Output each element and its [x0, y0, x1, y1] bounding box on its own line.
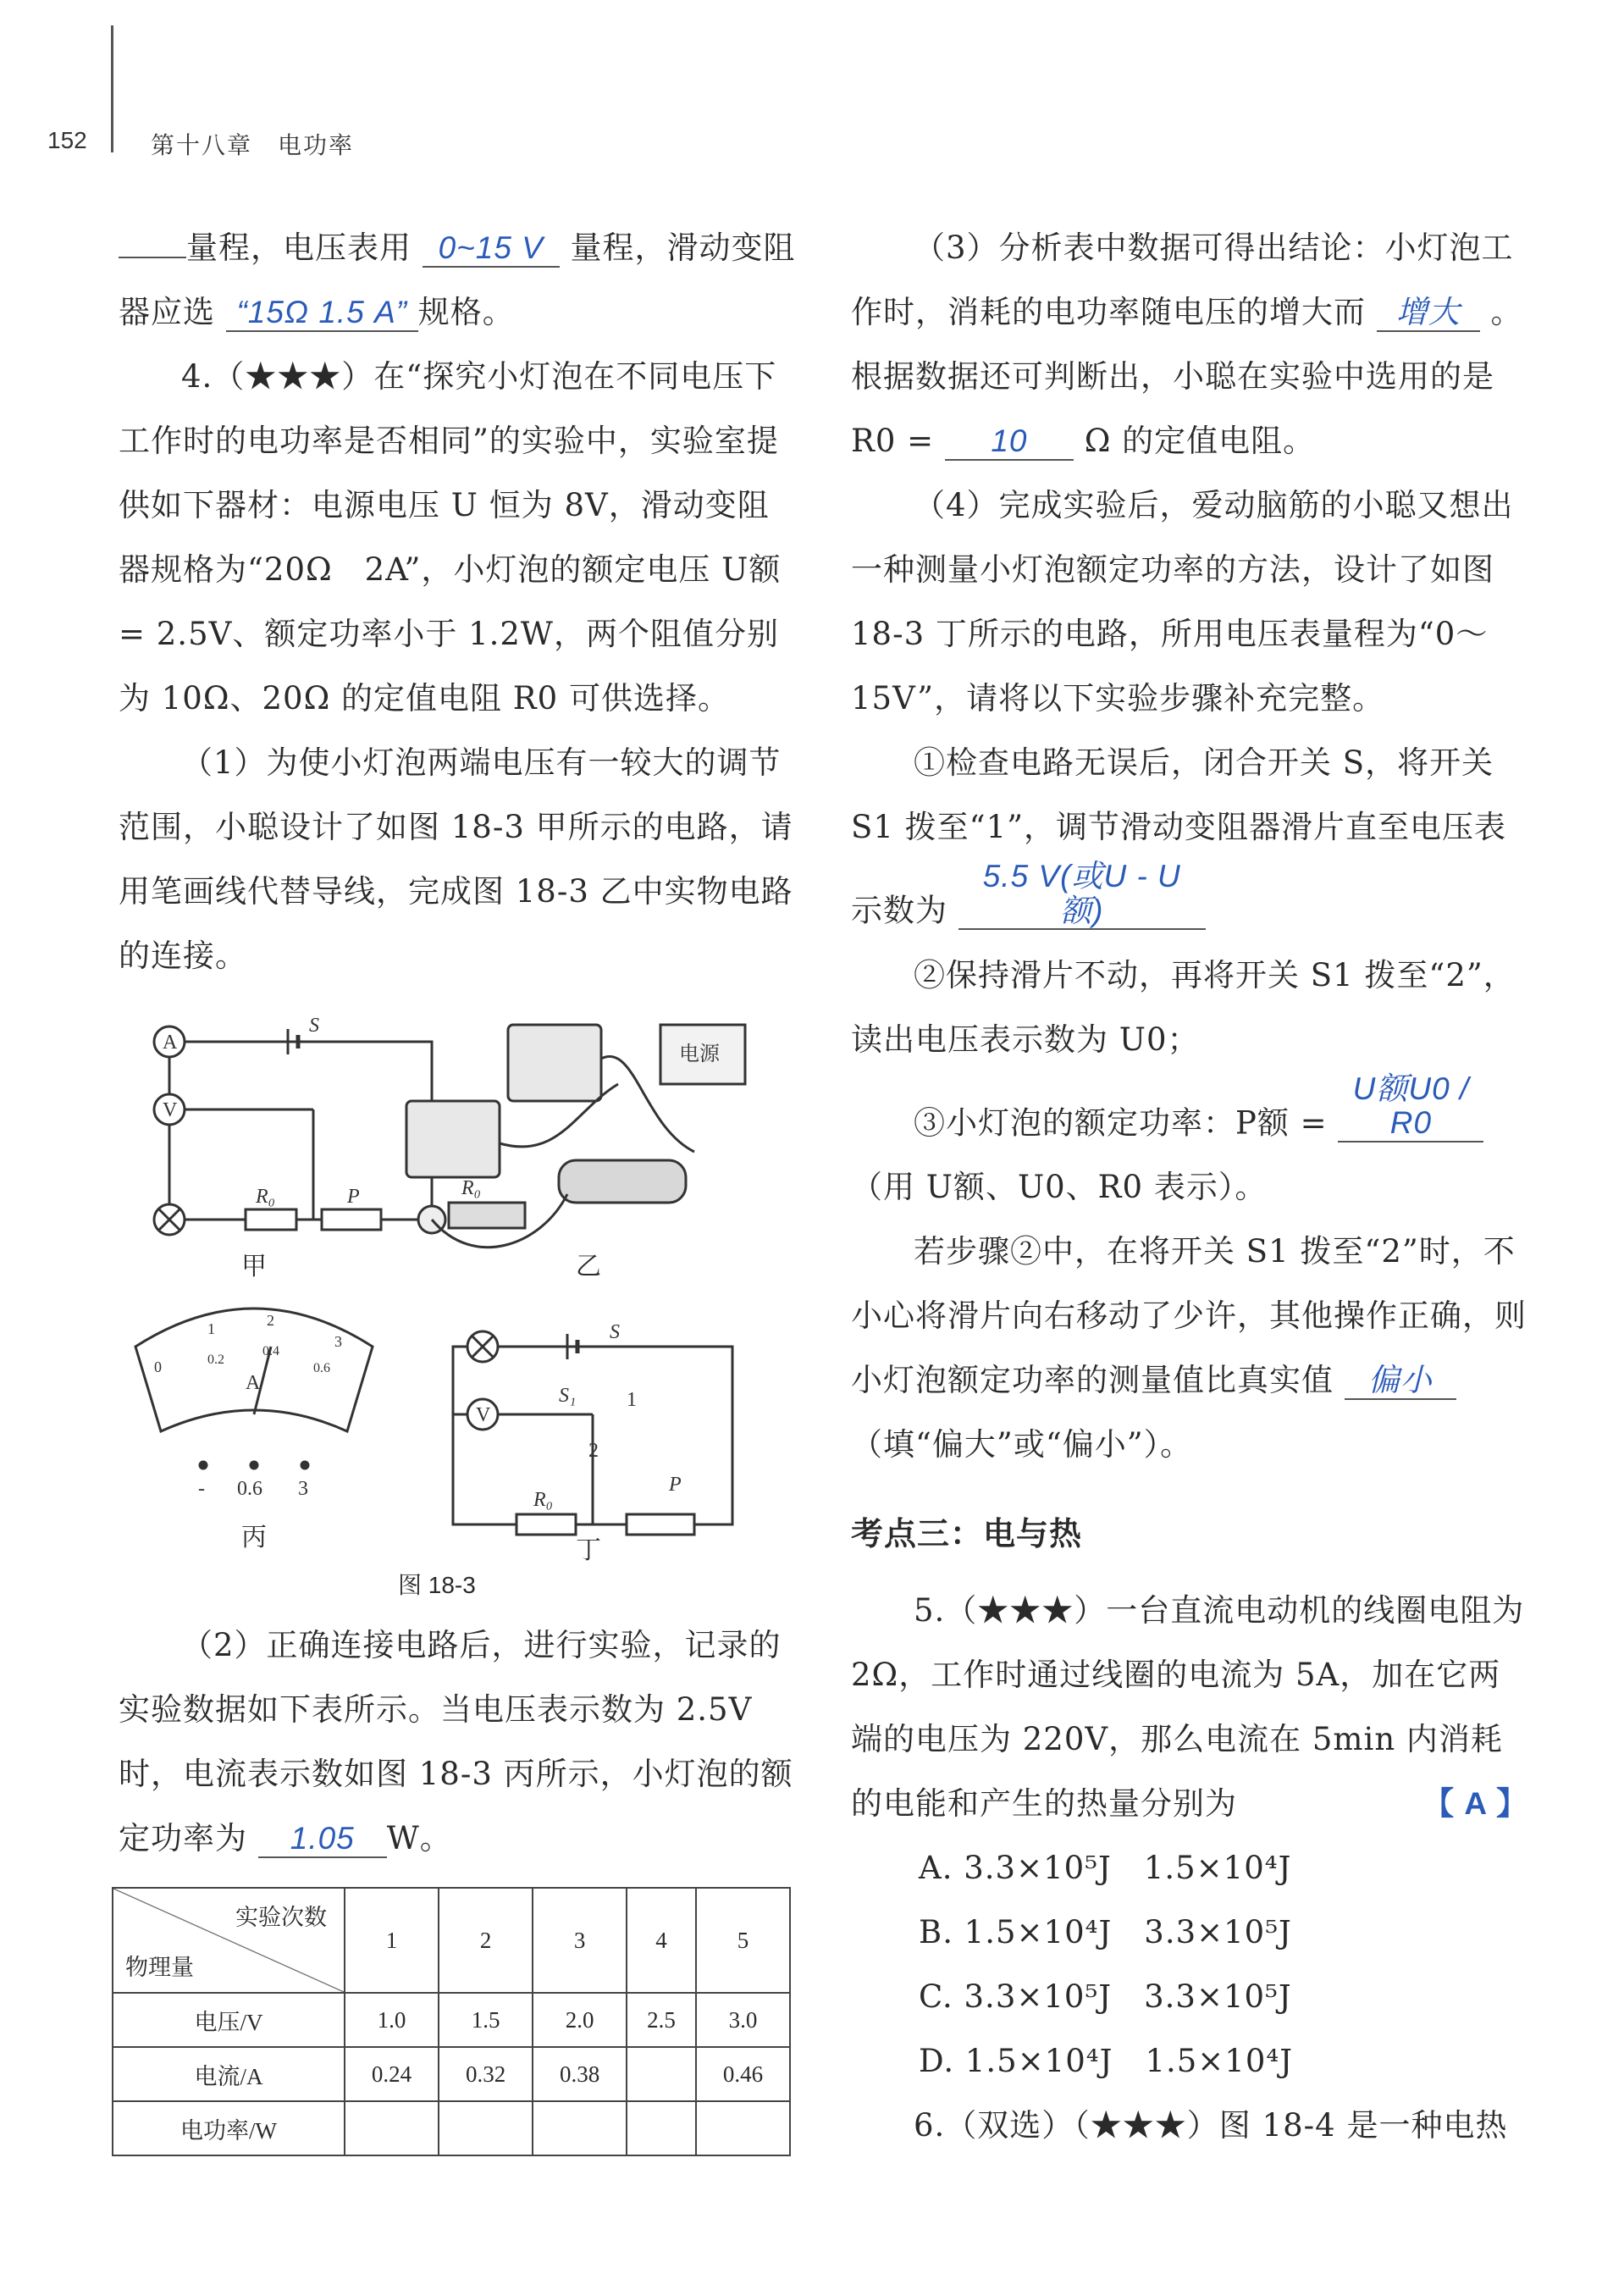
- answer-step4: 偏小: [1345, 1364, 1456, 1400]
- q6: 6.（双选）（★★★）图 18-4 是一种电热: [914, 2107, 1508, 2144]
- yi-ammeter: [508, 1025, 601, 1101]
- answer-step3: U额U0 / R0: [1338, 1072, 1483, 1142]
- q4-part4: （4）完成实验后，爱动脑筋的小聪又想出一种测量小灯泡额定功率的方法，设计了如图 18-3 丁所示的电路，所用电压表量程为“0～15V”，请将以下实验步骤补充完整。: [851, 487, 1514, 716]
- yi-voltmeter: [406, 1101, 500, 1177]
- page-number: 152: [47, 127, 87, 153]
- scale-1: 1: [207, 1320, 215, 1337]
- q4-intro: 4.（★★★）在“探究小灯泡在不同电压下工作时的电功率是否相同”的实验中，实验室提供如下器材：电源电压 U 恒为 8V，滑动变阻器规格为“20Ω 2A”，小灯泡的额定电压 U额 = 2.5V、额定功率小于 1.2W，两个阻值分别为 10Ω、20Ω 的定值电阻 R0 可供选择。: [119, 358, 782, 716]
- label-yi: 乙: [576, 1253, 601, 1281]
- blank-line: [119, 225, 186, 258]
- ding-p-label: P: [669, 1474, 682, 1496]
- answer-step1: 5.5 V(或U - U额): [958, 860, 1206, 930]
- table-col-header: 4: [627, 1888, 696, 1993]
- left-column: [119, 216, 796, 988]
- scale-0: 0: [154, 1358, 162, 1375]
- section-title: 考点三：电与热: [851, 1517, 1083, 1553]
- yi-r0-label: R₀: [461, 1177, 482, 1199]
- right-column: [851, 216, 1528, 2158]
- bing-terminal-neg: -: [198, 1478, 205, 1500]
- jia-loop: [169, 1042, 432, 1220]
- ding-s-label: S: [610, 1321, 620, 1343]
- yi-r0: [449, 1203, 525, 1228]
- q5: 5.（★★★）一台直流电动机的线圈电阻为 2Ω，工作时通过线圈的电流为 5A，加在它两端的电压为 220V，那么电流在 5min 内消耗的电能和产生的热量分别为 【 A 】: [851, 1579, 1528, 1836]
- q4-part1: （1）为使小灯泡两端电压有一较大的调节范围，小聪设计了如图 18-3 甲所示的电路，请用笔画线代替导线，完成图 18-3 乙中实物电路的连接。: [119, 744, 793, 974]
- circuit-diagrams: [119, 991, 796, 1601]
- jia-voltmeter-label: V: [163, 1099, 178, 1121]
- ding-pos2: 2: [588, 1440, 599, 1462]
- scale-2: 2: [267, 1312, 274, 1329]
- bing-terminal-3: 3: [298, 1478, 308, 1500]
- answer-trend: 增大: [1377, 296, 1480, 332]
- step-1: ①检查电路无误后，闭合开关 S，将开关 S1 拨至“1”，调节滑动变阻器滑片直至电压表示数为 5.5 V(或U - U额): [851, 744, 1507, 929]
- jia-r0: [246, 1209, 296, 1230]
- ding-r0-label: R₀: [533, 1489, 554, 1511]
- table-row: 电压/V 1.0 1.5 2.0 2.5 3.0: [113, 1993, 790, 2047]
- label-jia: 甲: [241, 1253, 267, 1281]
- jia-p-label: P: [347, 1186, 360, 1208]
- answer-rheostat: “15Ω 1.5 A”: [226, 296, 418, 332]
- step-2: ②保持滑片不动，再将开关 S1 拨至“2”，读出电压表示数为 U0；: [851, 956, 1516, 1058]
- jia-r0-label: R₀: [256, 1186, 276, 1208]
- option-a: A. 3.3×10⁵J 1.5×10⁴J: [919, 1850, 1292, 1887]
- q5-answer: 【 A 】: [1422, 1786, 1528, 1822]
- table-col-header: 3: [533, 1888, 627, 1993]
- scale-04: 0.4: [262, 1344, 279, 1358]
- ding-pos1: 1: [627, 1389, 637, 1411]
- bing-meter-unit: A: [246, 1372, 261, 1394]
- bing-terminal-06: 0.6: [237, 1478, 262, 1500]
- yi-rheostat: [559, 1160, 686, 1203]
- table-col-header: 5: [696, 1888, 790, 1993]
- option-b: B. 1.5×10⁴J 3.3×10⁵J: [919, 1914, 1292, 1951]
- scale-3: 3: [334, 1333, 342, 1350]
- jia-rheostat: [322, 1209, 381, 1230]
- ding-s1-label: S₁: [559, 1385, 577, 1407]
- label-ding: 丁: [576, 1536, 601, 1564]
- ding-r0: [516, 1514, 576, 1535]
- yi-power-label: 电源: [679, 1043, 720, 1065]
- label-bing: 丙: [241, 1524, 267, 1552]
- chapter-title: 第十八章 电功率: [151, 132, 355, 158]
- q3-continuation: 量程，电压表用 0~15 V 量程，滑动变阻器应选 “15Ω 1.5 A” 规格。: [119, 216, 796, 345]
- table-header-row: [113, 1888, 790, 1993]
- data-table: [112, 1887, 791, 2156]
- answer-voltmeter-range: 0~15 V: [423, 231, 560, 268]
- answer-rated-power: 1.05: [258, 1822, 387, 1858]
- figure-caption: 图 18-3: [398, 1572, 476, 1598]
- answer-r0: 10: [945, 424, 1074, 461]
- scale-06: 0.6: [313, 1361, 330, 1375]
- table-diagonal-header: 实验次数 物理量: [113, 1888, 345, 1993]
- step-3: ③小灯泡的额定功率：P额 = U额U0 / R0 （用 U额、U0、R0 表示）。: [851, 1072, 1528, 1220]
- q4-part3: （3）分析表中数据可得出结论：小灯泡工作时，消耗的电功率随电压的增大而 增大 。根据数据还可判断出，小聪在实验中选用的是 R0 = 10 Ω 的定值电阻。: [851, 230, 1523, 459]
- scale-02: 0.2: [207, 1353, 224, 1367]
- option-d: D. 1.5×10⁴J 1.5×10⁴J: [919, 2043, 1294, 2080]
- option-c: C. 3.3×10⁵J 3.3×10⁵J: [919, 1978, 1292, 2016]
- step-4: 若步骤②中，在将开关 S1 拨至“2”时，不小心将滑片向右移动了少许，其他操作正确，则小灯泡额定功率的测量值比真实值 偏小 （填“偏大”或“偏小”）。: [851, 1233, 1527, 1463]
- table-row: 电流/A 0.24 0.32 0.38 0.46: [113, 2047, 790, 2101]
- jia-switch-label: S: [309, 1015, 319, 1037]
- jia-ammeter-label: A: [163, 1032, 178, 1054]
- ding-rheostat: [627, 1514, 694, 1535]
- header-rule: [111, 25, 113, 152]
- table-col-header: 2: [439, 1888, 533, 1993]
- table-col-header: 1: [345, 1888, 439, 1993]
- table-row: 电功率/W: [113, 2101, 790, 2155]
- ding-voltmeter-label: V: [476, 1404, 491, 1426]
- figure-18-3: [119, 991, 796, 1601]
- q4-part2: （2）正确连接电路后，进行实验，记录的实验数据如下表所示。当电压表示数为 2.5V 时，电流表示数如图 18-3 丙所示，小灯泡的额定功率为 1.05 W。: [119, 1627, 793, 1856]
